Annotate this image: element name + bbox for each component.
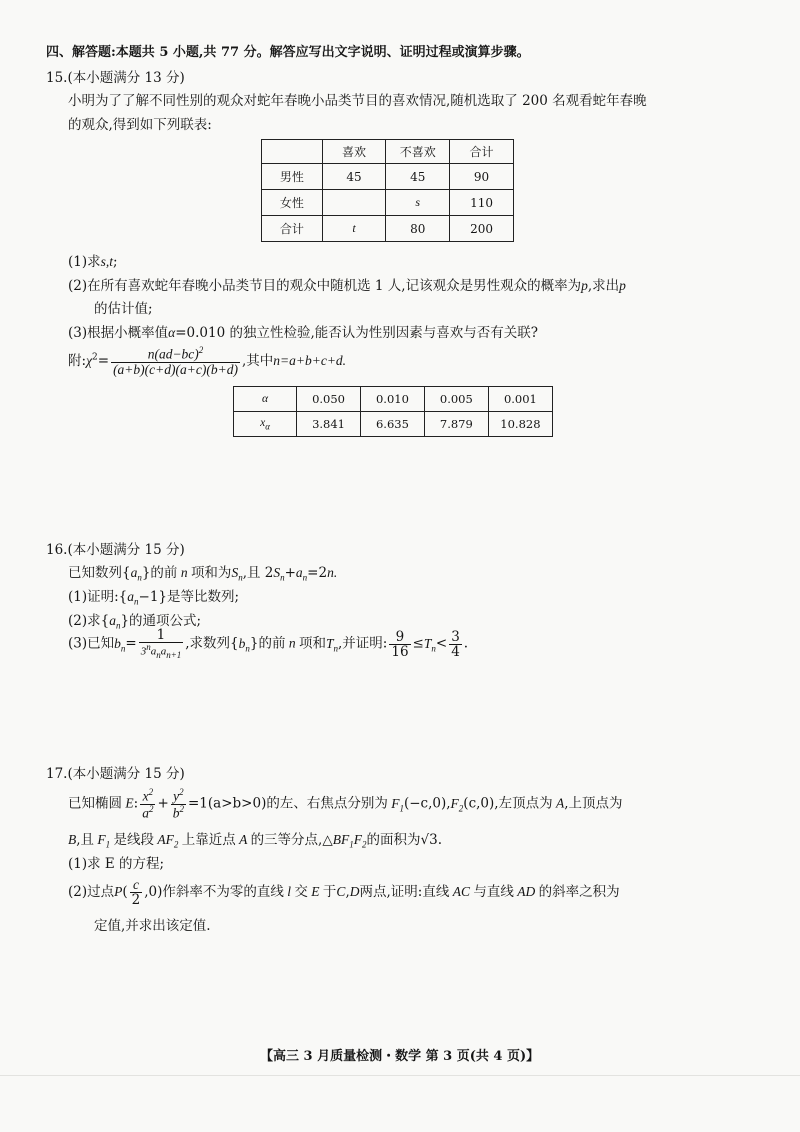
q15-part1: (1)求s,t; xyxy=(68,254,118,270)
table-cell: 0.050 xyxy=(297,387,361,412)
table-header-cell: 不喜欢 xyxy=(386,140,450,164)
table-cell: $x_\alpha$ xyxy=(234,412,297,437)
page-divider xyxy=(0,1075,800,1076)
table-cell: 6.635 xyxy=(361,412,425,437)
table-cell: 45 xyxy=(322,164,386,190)
q15-title: 15.(本小题满分 13 分) xyxy=(46,70,185,86)
table-cell: 0.005 xyxy=(424,387,488,412)
q15-part3: (3)根据小概率值α=0.010 的独立性检验,能否认为性别因素与喜欢与否有关联? xyxy=(68,325,538,341)
q17-title: 17.(本小题满分 15 分) xyxy=(46,766,185,782)
table-cell: 男性 xyxy=(262,164,323,190)
q15-part2-line2: 的估计值; xyxy=(94,301,153,317)
table-cell: 0.001 xyxy=(488,387,552,412)
page-footer: 【高三 3 月质量检测・数学 第 3 页(共 4 页)】 xyxy=(260,1049,540,1064)
q15-intro-line1: 小明为了了解不同性别的观众对蛇年春晚小品类节目的喜欢情况,随机选取了 200 名观看蛇年春晚 xyxy=(68,93,647,109)
q16-part2: (2)求$\{a_n\}$的通项公式; xyxy=(68,613,202,631)
table-header-cell: 喜欢 xyxy=(322,140,386,164)
table-header-cell xyxy=(262,140,323,164)
q16-title: 16.(本小题满分 15 分) xyxy=(46,542,185,558)
table-cell xyxy=(322,190,386,216)
table-row xyxy=(234,412,553,437)
table-cell: 110 xyxy=(450,190,514,216)
contingency-table xyxy=(261,139,514,242)
table-cell: 女性 xyxy=(262,190,323,216)
critical-value-table xyxy=(233,386,553,437)
chi-square-formula: 附$:\chi^2=$ $\frac{n(ad-bc)^2}{(a+b)(c+d)(a+c)(b+d)}$ ,其中n=a+b+c+d. xyxy=(68,345,347,377)
table-row xyxy=(234,387,553,412)
q16-part1: (1)证明$:\{a_n-1\}$是等比数列; xyxy=(68,589,240,607)
table-row xyxy=(262,190,514,216)
table-cell: 10.828 xyxy=(488,412,552,437)
q15-part2: (2)在所有喜欢蛇年春晚小品类节目的观众中随机选 1 人,记该观众是男性观众的概率为p,求出p xyxy=(68,278,626,294)
table-cell: α xyxy=(234,387,297,412)
table-cell: s xyxy=(386,190,450,216)
table-cell: t xyxy=(322,216,386,242)
table-cell: 合计 xyxy=(262,216,323,242)
table-cell: 200 xyxy=(450,216,514,242)
table-row xyxy=(262,216,514,242)
q17-part1: (1)求 E 的方程; xyxy=(68,856,165,872)
table-row xyxy=(262,164,514,190)
section-header: 四、解答题:本题共 5 小题,共 77 分。解答应写出文字说明、证明过程或演算步骤。 xyxy=(46,45,530,60)
table-cell: 80 xyxy=(386,216,450,242)
q17-part2: (2)过点P( $\frac{c}{2}$ ,0)作斜率不为零的直线 l 交 E 于C,D两点,证明:直线 AC 与直线 AD 的斜率之积为 xyxy=(68,877,620,909)
table-cell: 7.879 xyxy=(424,412,488,437)
q17-part2-line2: 定值,并求出该定值. xyxy=(94,918,211,934)
table-cell: 0.010 xyxy=(361,387,425,412)
q15-intro-line2: 的观众,得到如下列联表: xyxy=(68,117,212,133)
q17-line2: B,且 $F_1$ 是线段 $AF_2$ 上靠近点 A 的三等分点$,\triangle BF_1F_2$的面积为√3. xyxy=(68,832,442,850)
q17-line1: 已知椭圆 E: $\frac{x^2}{a^2}$ + $\frac{y^2}{b^2}$ =1(a>b>0)的左、右焦点分别为 $F_1(-c,0),F_2(c,0)$,左顶点为 A,上顶点为 xyxy=(68,787,623,821)
table-cell: 3.841 xyxy=(297,412,361,437)
table-header-cell: 合计 xyxy=(450,140,514,164)
q16-line1: 已知数列$\{a_n\}$的前 n 项和为$S_n$,且 $2S_n+a_n=2n$. xyxy=(68,565,338,583)
table-cell: 45 xyxy=(386,164,450,190)
q16-part3: (3)已知$b_n=$ $\frac{1}{3^na_na_{n+1}}$ ,求数列$\{b_n\}$的前 n 项和$T_n$,并证明: $\frac{9}{16}$ $\le T_n<$ $\frac{3}{4}$ . xyxy=(68,627,469,661)
table-cell: 90 xyxy=(450,164,514,190)
